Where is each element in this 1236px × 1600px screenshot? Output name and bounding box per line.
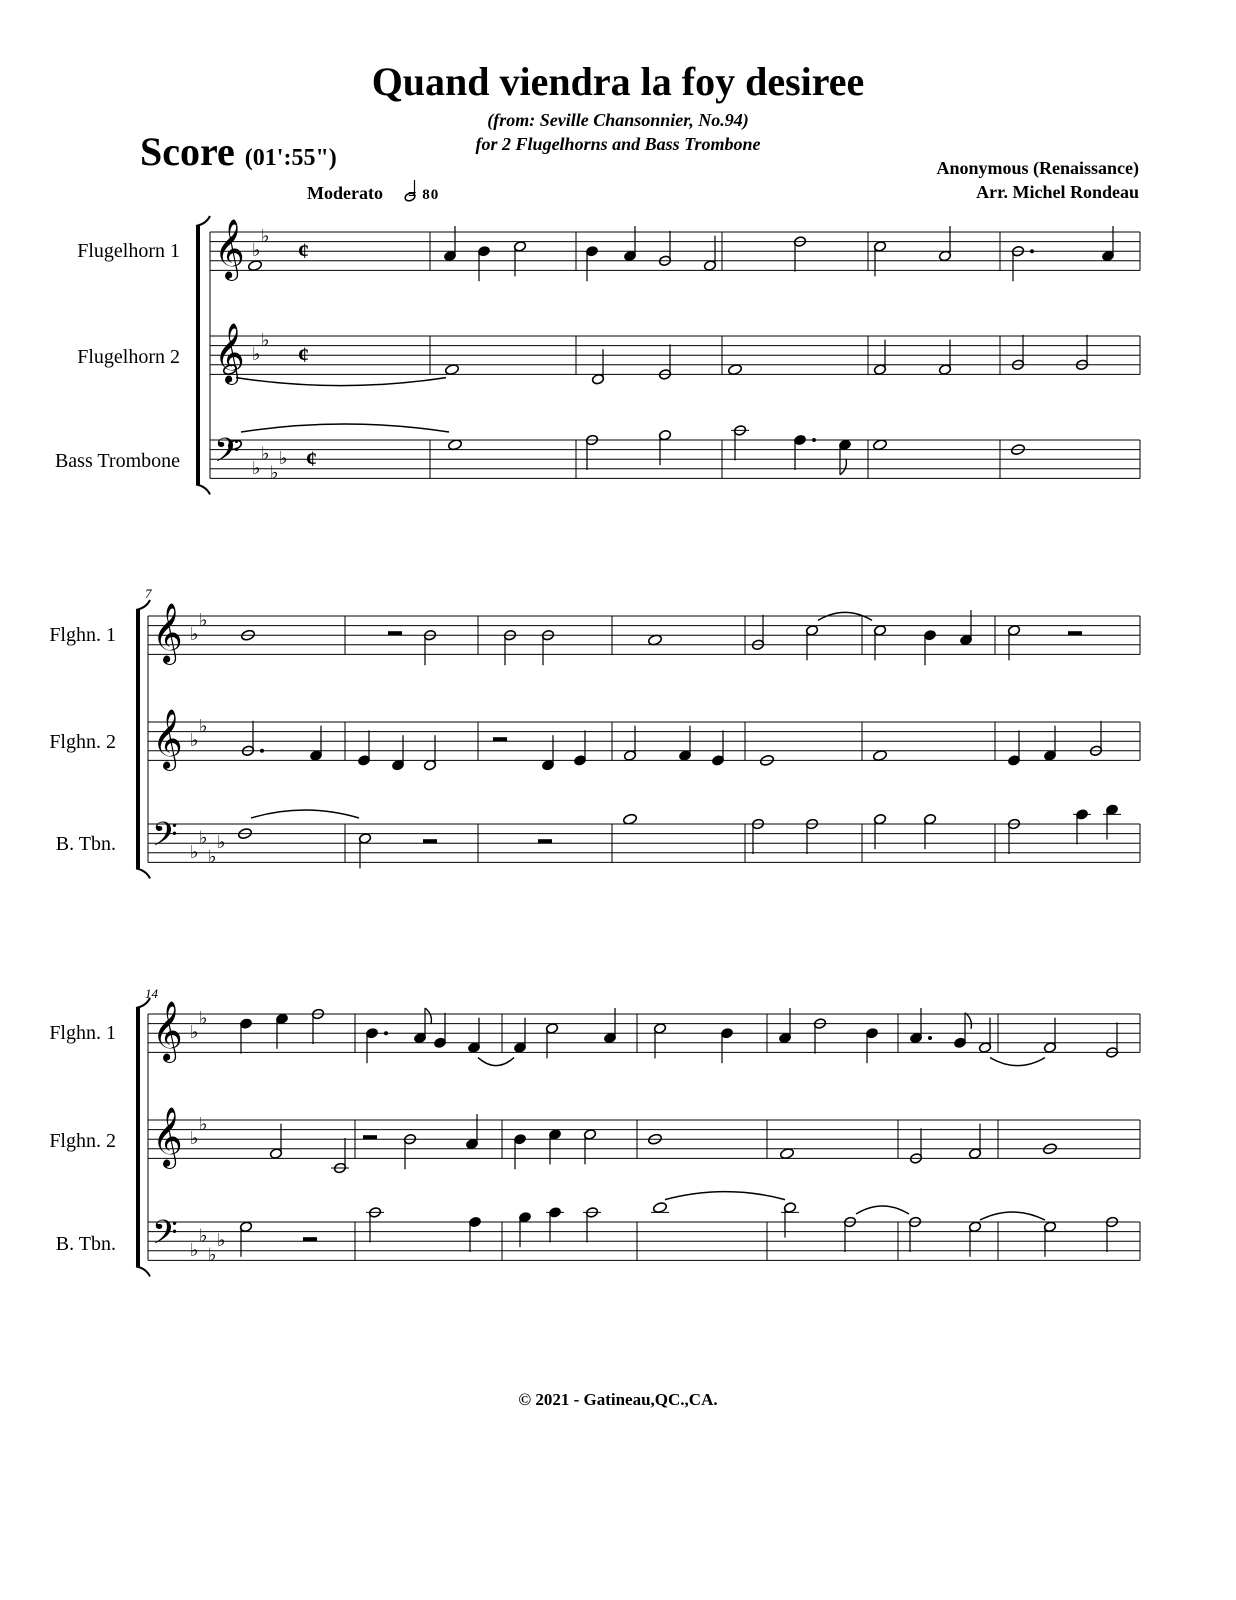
- tempo-text: Moderato: [307, 183, 383, 203]
- bass-clef-icon: 𝄢: [214, 432, 240, 478]
- flat-icon: ♭: [190, 841, 199, 863]
- instrument-label: Flghn. 1: [49, 1022, 116, 1044]
- bracket: [196, 226, 200, 484]
- note-flag: [840, 459, 846, 475]
- tie: [236, 378, 446, 386]
- score-title: Quand viendra la foy desiree: [371, 59, 865, 104]
- dot: [260, 749, 264, 753]
- cut-time-icon: ¢: [298, 342, 309, 368]
- instrumentation-subtitle: for 2 Flugelhorns and Bass Trombone: [475, 134, 761, 154]
- tie: [665, 1192, 785, 1200]
- treble-clef-icon: 𝄞: [152, 603, 183, 663]
- treble-clef-icon: 𝄞: [152, 709, 183, 769]
- composer: Anonymous (Renaissance): [936, 158, 1139, 178]
- bracket-hook: [136, 600, 150, 610]
- flat-icon: ♭: [270, 462, 279, 484]
- tie: [478, 1058, 514, 1066]
- dot: [384, 1031, 388, 1035]
- half-rest: [1068, 631, 1082, 635]
- tempo-value: = 80: [407, 187, 440, 203]
- treble-clef-icon: 𝄞: [152, 1001, 183, 1061]
- flat-icon: ♭: [199, 1113, 208, 1135]
- instrument-label: B. Tbn.: [55, 1233, 116, 1255]
- half-rest: [388, 631, 402, 635]
- flat-icon: ♭: [208, 1244, 217, 1266]
- cut-time-icon: ¢: [298, 238, 309, 264]
- bracket-hook: [136, 868, 150, 878]
- flat-icon: ♭: [199, 827, 208, 849]
- dot: [928, 1036, 932, 1040]
- half-rest: [363, 1135, 377, 1139]
- bass-clef-icon: 𝄢: [152, 1214, 178, 1260]
- dot: [812, 438, 816, 442]
- flat-icon: ♭: [190, 730, 199, 752]
- treble-clef-icon: 𝄞: [214, 323, 245, 383]
- tempo-half-note-icon: [404, 180, 416, 202]
- instrument-label: Flghn. 2: [49, 1130, 116, 1152]
- half-rest: [538, 839, 552, 843]
- note-flag: [425, 1008, 431, 1024]
- arranger: Arr. Michel Rondeau: [976, 182, 1139, 202]
- instrument-label: B. Tbn.: [55, 833, 116, 855]
- flat-icon: ♭: [217, 1230, 226, 1252]
- bracket-hook: [136, 1266, 150, 1276]
- tie: [980, 1212, 1045, 1220]
- flat-icon: ♭: [261, 225, 270, 247]
- measure-number: 14: [145, 986, 158, 1001]
- flat-icon: ♭: [190, 1022, 199, 1044]
- tie: [241, 424, 449, 432]
- bracket-hook: [196, 216, 210, 226]
- instrument-label: Bass Trombone: [54, 450, 180, 472]
- treble-clef-icon: 𝄞: [214, 219, 245, 279]
- half-rest: [423, 839, 437, 843]
- flat-icon: ♭: [199, 715, 208, 737]
- source-subtitle: (from: Seville Chansonnier, No.94): [487, 110, 749, 130]
- score-word: Score: [140, 129, 235, 174]
- flat-icon: ♭: [199, 1225, 208, 1247]
- instrument-label: Flugelhorn 1: [77, 240, 180, 262]
- cut-time-icon: ¢: [306, 446, 317, 472]
- dot: [1030, 249, 1034, 253]
- flat-icon: ♭: [190, 1128, 199, 1150]
- flat-icon: ♭: [252, 457, 261, 479]
- measure-number: 7: [145, 586, 152, 601]
- bracket: [136, 1008, 140, 1266]
- flat-icon: ♭: [199, 609, 208, 631]
- instrument-label: Flghn. 2: [49, 731, 116, 753]
- tie: [856, 1206, 909, 1214]
- flat-icon: ♭: [190, 624, 199, 646]
- duration: (01':55"): [244, 145, 337, 171]
- flat-icon: ♭: [217, 832, 226, 854]
- note-flag: [965, 1013, 971, 1029]
- copyright-footer: © 2021 - Gatineau,QC.,CA.: [518, 1390, 718, 1409]
- tie: [990, 1058, 1045, 1066]
- treble-clef-icon: 𝄞: [152, 1107, 183, 1167]
- flat-icon: ♭: [252, 240, 261, 262]
- flat-icon: ♭: [261, 443, 270, 465]
- tie: [251, 810, 359, 818]
- instrument-label: Flghn. 1: [49, 624, 116, 646]
- staff-lines: [136, 216, 1140, 1276]
- instrument-label: Flugelhorn 2: [77, 346, 180, 368]
- half-rest: [493, 737, 507, 741]
- flat-icon: ♭: [252, 344, 261, 366]
- half-rest: [303, 1237, 317, 1241]
- bass-clef-icon: 𝄢: [152, 816, 178, 862]
- flat-icon: ♭: [261, 329, 270, 351]
- flat-icon: ♭: [199, 1007, 208, 1029]
- flat-icon: ♭: [190, 1239, 199, 1261]
- bracket-hook: [136, 998, 150, 1008]
- bracket-hook: [196, 484, 210, 494]
- flat-icon: ♭: [208, 846, 217, 868]
- flat-icon: ♭: [279, 448, 288, 470]
- bracket: [136, 610, 140, 868]
